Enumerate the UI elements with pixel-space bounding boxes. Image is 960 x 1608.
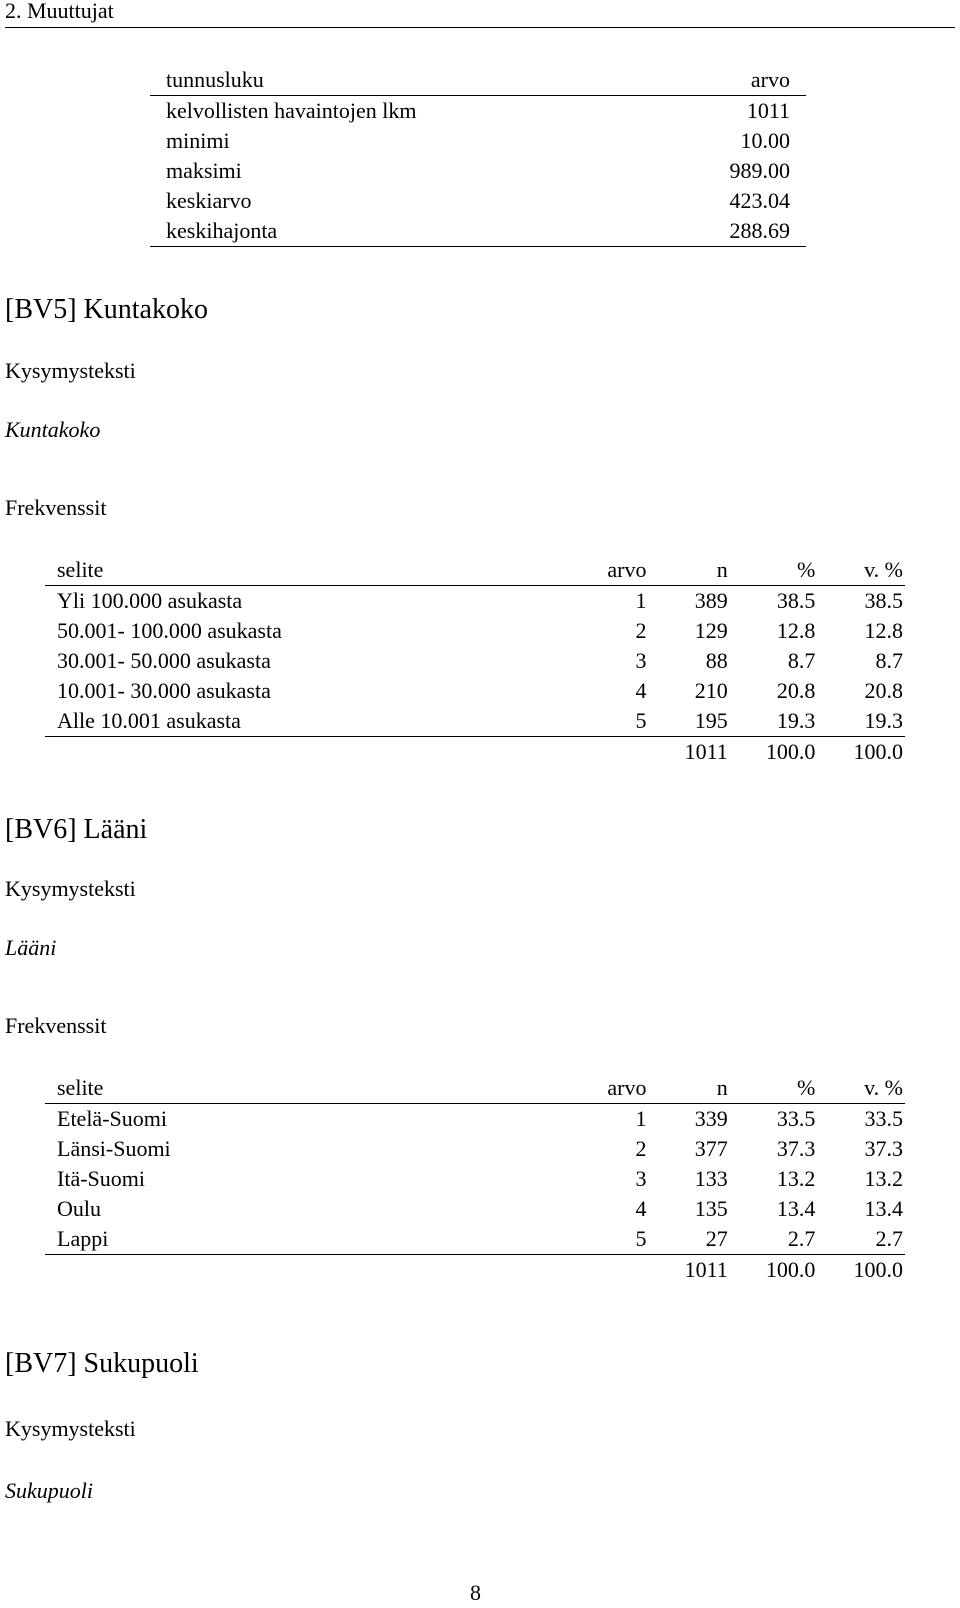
stat-value: 989.00 bbox=[729, 158, 790, 183]
column-header: % bbox=[728, 1073, 816, 1104]
question-text: Kuntakoko bbox=[5, 417, 101, 442]
question-text: Lääni bbox=[5, 935, 57, 960]
row-code: 4 bbox=[635, 1196, 647, 1221]
row-count: 389 bbox=[694, 588, 728, 613]
row-label: Lappi bbox=[45, 1224, 558, 1255]
table-row bbox=[150, 96, 806, 127]
row-valid-percent: 33.5 bbox=[864, 1106, 903, 1131]
total-percent: 100.0 bbox=[765, 739, 816, 764]
stat-label: kelvollisten havaintojen lkm bbox=[166, 98, 417, 123]
row-label: Alle 10.001 asukasta bbox=[45, 706, 558, 737]
row-valid-percent: 19.3 bbox=[815, 706, 905, 737]
column-header: n bbox=[646, 1073, 727, 1104]
row-label: Länsi-Suomi bbox=[57, 1136, 171, 1161]
row-code: 1 bbox=[635, 1106, 647, 1131]
row-label: 10.001- 30.000 asukasta bbox=[57, 678, 271, 703]
row-percent: 33.5 bbox=[776, 1106, 816, 1131]
total-count: 1011 bbox=[684, 1257, 728, 1282]
column-header: selite bbox=[45, 555, 558, 586]
row-valid-percent: 13.2 bbox=[864, 1166, 903, 1191]
row-count: 135 bbox=[694, 1196, 728, 1221]
table-row bbox=[45, 586, 905, 617]
row-percent: 19.3 bbox=[728, 706, 816, 737]
row-percent: 37.3 bbox=[776, 1136, 816, 1161]
row-percent: 13.4 bbox=[776, 1196, 816, 1221]
stat-value: 10.00 bbox=[740, 128, 790, 153]
table-row bbox=[150, 186, 806, 216]
stat-value: 1011 bbox=[746, 98, 790, 123]
row-count: 377 bbox=[694, 1136, 728, 1161]
frequency-heading: Frekvenssit bbox=[5, 1013, 107, 1038]
table-total-row bbox=[45, 737, 905, 768]
row-code: 3 bbox=[635, 648, 647, 673]
column-header: tunnusluku bbox=[150, 65, 660, 96]
column-header: v. % bbox=[815, 555, 905, 586]
row-count: 27 bbox=[646, 1224, 727, 1255]
total-count: 1011 bbox=[684, 739, 728, 764]
row-count: 339 bbox=[694, 1106, 728, 1131]
column-header: n bbox=[646, 555, 727, 586]
question-heading: Kysymysteksti bbox=[5, 1416, 136, 1441]
column-header: arvo bbox=[558, 555, 647, 586]
stat-label: minimi bbox=[166, 128, 230, 153]
table-row bbox=[150, 216, 806, 247]
question-heading: Kysymysteksti bbox=[5, 358, 136, 383]
row-percent: 13.2 bbox=[776, 1166, 816, 1191]
row-label: Yli 100.000 asukasta bbox=[57, 588, 243, 613]
row-percent: 20.8 bbox=[776, 678, 816, 703]
total-label bbox=[45, 737, 558, 768]
row-code: 5 bbox=[558, 1224, 647, 1255]
row-count: 210 bbox=[694, 678, 728, 703]
row-percent: 12.8 bbox=[776, 618, 816, 643]
row-code: 2 bbox=[635, 1136, 647, 1161]
frequency-heading: Frekvenssit bbox=[5, 495, 107, 520]
total-valid-percent: 100.0 bbox=[853, 1257, 903, 1282]
row-valid-percent: 38.5 bbox=[864, 588, 903, 613]
total-percent: 100.0 bbox=[765, 1257, 816, 1282]
row-count: 88 bbox=[705, 648, 728, 673]
section-title-bv5: [BV5] Kuntakoko bbox=[5, 294, 208, 325]
table-row bbox=[150, 126, 806, 156]
table-row bbox=[45, 1134, 905, 1164]
row-label: Itä-Suomi bbox=[57, 1166, 145, 1191]
stat-label: keskihajonta bbox=[150, 216, 660, 247]
row-label: Etelä-Suomi bbox=[57, 1106, 167, 1131]
table-row bbox=[45, 676, 905, 706]
row-count: 133 bbox=[694, 1166, 728, 1191]
row-count: 195 bbox=[646, 706, 727, 737]
table-header-row bbox=[150, 65, 806, 96]
table-row bbox=[45, 1194, 905, 1224]
row-code: 1 bbox=[635, 588, 647, 613]
page-number: 8 bbox=[470, 1580, 481, 1605]
row-valid-percent: 8.7 bbox=[875, 648, 903, 673]
column-header: arvo bbox=[558, 1073, 647, 1104]
frequency-table-bv6 bbox=[45, 1073, 905, 1285]
stat-label: maksimi bbox=[166, 158, 242, 183]
stat-value: 423.04 bbox=[729, 188, 790, 213]
row-code: 4 bbox=[635, 678, 647, 703]
row-label: 50.001- 100.000 asukasta bbox=[57, 618, 282, 643]
row-percent: 2.7 bbox=[728, 1224, 816, 1255]
row-code: 2 bbox=[635, 618, 647, 643]
column-header: selite bbox=[45, 1073, 558, 1104]
total-valid-percent: 100.0 bbox=[853, 739, 903, 764]
table-row bbox=[45, 616, 905, 646]
total-label bbox=[45, 1255, 558, 1286]
table-row bbox=[150, 156, 806, 186]
question-text: Sukupuoli bbox=[5, 1478, 93, 1503]
row-valid-percent: 13.4 bbox=[864, 1196, 903, 1221]
row-valid-percent: 20.8 bbox=[864, 678, 903, 703]
row-percent: 38.5 bbox=[776, 588, 816, 613]
row-valid-percent: 2.7 bbox=[815, 1224, 905, 1255]
row-valid-percent: 37.3 bbox=[864, 1136, 903, 1161]
table-row bbox=[45, 706, 905, 737]
table-row bbox=[45, 1224, 905, 1255]
row-label: 30.001- 50.000 asukasta bbox=[57, 648, 271, 673]
row-code: 5 bbox=[558, 706, 647, 737]
section-title-bv6: [BV6] Lääni bbox=[5, 814, 148, 845]
table-row bbox=[45, 1164, 905, 1194]
question-heading: Kysymysteksti bbox=[5, 876, 136, 901]
column-header: % bbox=[728, 555, 816, 586]
row-percent: 8.7 bbox=[787, 648, 816, 673]
column-header: arvo bbox=[660, 65, 806, 96]
section-title-bv7: [BV7] Sukupuoli bbox=[5, 1348, 199, 1379]
table-row bbox=[45, 1104, 905, 1135]
chapter-rule bbox=[5, 27, 955, 28]
total-code bbox=[558, 1255, 647, 1286]
row-count: 129 bbox=[694, 618, 728, 643]
stat-value: 288.69 bbox=[660, 216, 806, 247]
table-total-row bbox=[45, 1255, 905, 1286]
stats-table bbox=[150, 65, 806, 247]
column-header: v. % bbox=[815, 1073, 905, 1104]
row-code: 3 bbox=[635, 1166, 647, 1191]
total-code bbox=[558, 737, 647, 768]
table-row bbox=[45, 646, 905, 676]
table-header-row bbox=[45, 1073, 905, 1104]
chapter-heading: 2. Muuttujat bbox=[5, 0, 114, 23]
table-header-row bbox=[45, 555, 905, 586]
row-label: Oulu bbox=[57, 1196, 101, 1221]
frequency-table-bv5 bbox=[45, 555, 905, 767]
stat-label: keskiarvo bbox=[166, 188, 252, 213]
row-valid-percent: 12.8 bbox=[864, 618, 903, 643]
